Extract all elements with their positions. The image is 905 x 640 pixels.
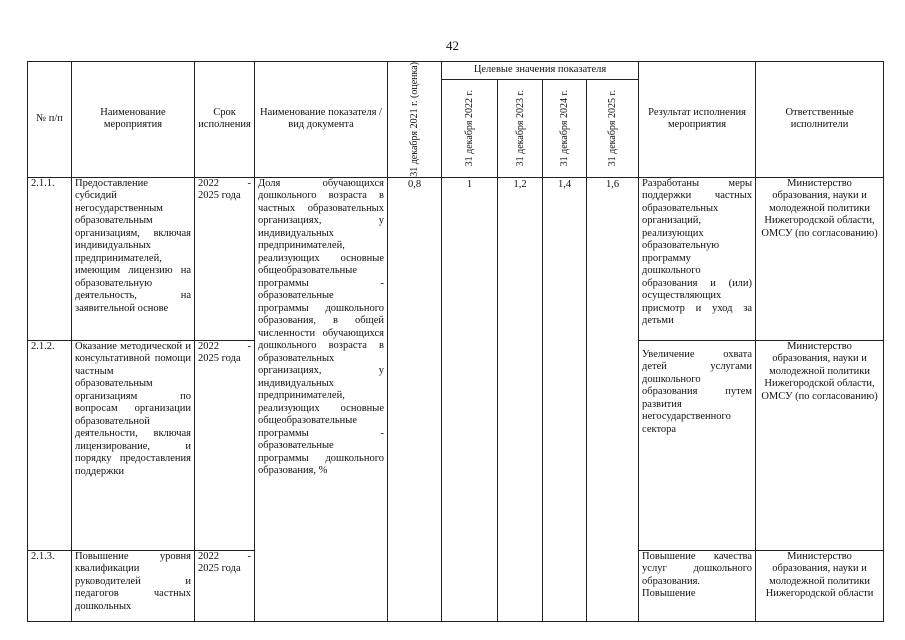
header-2023-label: 31 декабря 2023 г. [514, 90, 526, 167]
value-2021: 0,8 [388, 177, 442, 621]
header-name: Наименование мероприятия [72, 62, 195, 178]
header-responsible: Ответственные исполнители [756, 62, 884, 178]
term-end: 2025 года [198, 353, 241, 365]
header-2022-label: 31 декабря 2022 г. [464, 90, 475, 167]
term-dash: - [247, 177, 251, 189]
header-2023 [498, 79, 543, 177]
row-name: Предоставление субсидий негосударственным образовательным организациям, включая индивидуальных предпринимателей, имеющим лицензию на образовательную деятельность, на заявительной основе [72, 177, 195, 340]
row-term [195, 177, 255, 340]
row-num: 2.1.1. [28, 177, 72, 340]
page-number: 42 [446, 38, 459, 53]
term-end: 2025 года [198, 190, 241, 202]
header-row-1 [28, 62, 884, 80]
header-2021-label: 31 декабря 2021 г. (оценка) [409, 62, 420, 177]
row-result: Увеличение охвата детей услугами дошкольного образования путем развития негосударственного сектора [639, 340, 756, 550]
term-start: 2022 [198, 550, 219, 562]
value-2025: 1,6 [587, 177, 639, 621]
row-result: Разработаны меры поддержки частных образовательных организаций, реализующих образовательную программу дошкольного образования и (или) осуществляющих присмотр и уход за детьми [639, 177, 756, 340]
header-indicator: Наименование показателя / вид документа [255, 62, 388, 178]
row-name: Оказание методической и консультативной помощи частным образовательным организациям по вопросам организации образовательной деятельности, включая лицензирование, и порядку предоставления поддержки [72, 340, 195, 550]
row-term [195, 340, 255, 550]
row-result: Повышение качества услуг дошкольного образования. Повышение [639, 550, 756, 621]
row-responsible: Министерство образования, науки и молодежной политики Нижегородской области, ОМСУ (по согласованию) [756, 340, 884, 550]
row-name: Повышение уровня квалификации руководителей и педагогов частных дошкольных [72, 550, 195, 621]
term-dash: - [247, 550, 251, 562]
header-result: Результат исполнения мероприятия [639, 62, 756, 178]
value-2024: 1,4 [543, 177, 587, 621]
header-2024-label: 31 декабря 2024 г. [559, 90, 570, 167]
row-responsible: Министерство образования, науки и молодежной политики Нижегородской области, ОМСУ (по согласованию) [756, 177, 884, 340]
term-start: 2022 [198, 340, 219, 352]
value-2023: 1,2 [498, 177, 543, 621]
header-2025 [587, 79, 639, 177]
value-2022: 1 [442, 177, 498, 621]
header-2021 [388, 62, 442, 178]
header-2022 [442, 79, 498, 177]
term-dash: - [247, 340, 251, 352]
indicator-cell: Доля обучающихся дошкольного возраста в частных образовательных организациях, у индивидуальных предпринимателей, реализующих основные общеобразовательные программы - образовательные программы дошкольного образования, в общей численности обучающихся дошкольного возраста в образовательных организациях, у индивидуальных предпринимателей, реализующих основные общеобразовательные программы - образовательные программы дошкольного образования, % [255, 177, 388, 621]
header-num: № п/п [28, 62, 72, 178]
header-2025-label: 31 декабря 2025 г. [607, 90, 619, 167]
header-targets: Целевые значения показателя [442, 62, 639, 80]
row-term [195, 550, 255, 621]
table-row [28, 177, 884, 340]
header-2024 [543, 79, 587, 177]
term-end: 2025 года [198, 563, 241, 575]
row-num: 2.1.2. [28, 340, 72, 550]
row-num: 2.1.3. [28, 550, 72, 621]
measures-table [27, 61, 884, 622]
row-responsible: Министерство образования, науки и молодежной политики Нижегородской области [756, 550, 884, 621]
header-term: Срок исполнения [195, 62, 255, 178]
term-start: 2022 [198, 177, 219, 189]
